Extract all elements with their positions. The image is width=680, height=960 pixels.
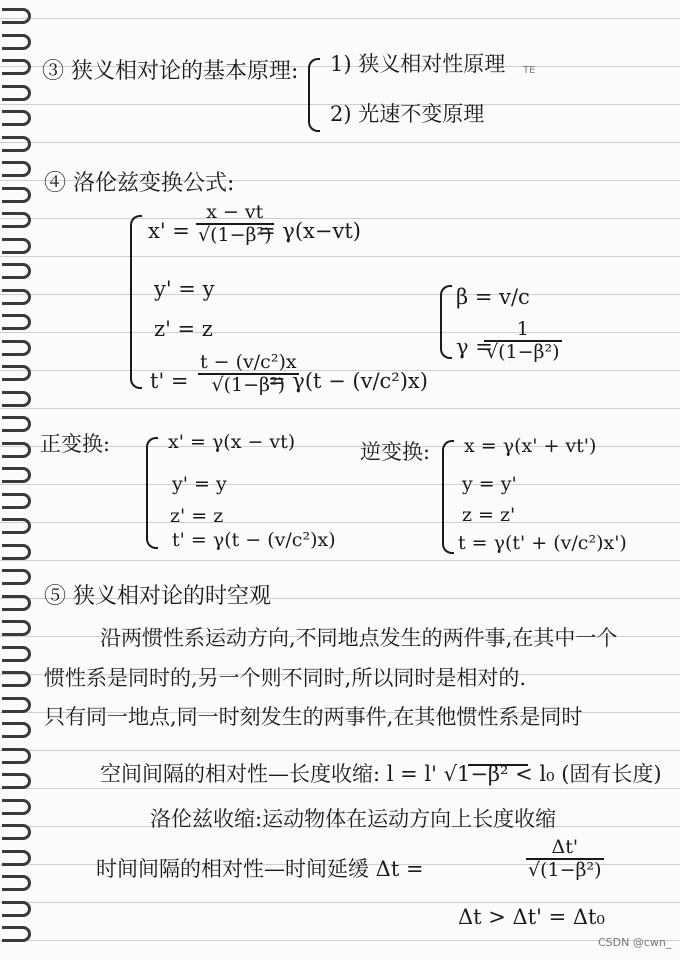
spiral-ring: [2, 467, 31, 483]
para-line-3: 只有同一地点,同一时刻发生的两事件,在其他惯性系是同时: [44, 705, 583, 729]
section-4-heading: ④ 洛伦兹变换公式:: [44, 171, 235, 196]
brace-icon: [308, 58, 320, 132]
gamma-denominator: √(1−β²): [486, 340, 560, 363]
eq-x-lhs: x' =: [148, 219, 190, 243]
spiral-ring: [2, 136, 31, 152]
spiral-ring: [2, 263, 31, 279]
spiral-ring: [2, 773, 31, 789]
brace-icon: [442, 440, 454, 554]
gamma-numerator: 1: [516, 318, 529, 340]
inverse-label: 逆变换:: [360, 440, 431, 464]
forward-line-1: x' = γ(x − vt): [168, 431, 296, 453]
forward-line-3: z' = z: [170, 505, 224, 527]
spiral-ring: [2, 875, 31, 891]
brace-icon: [130, 215, 142, 389]
eq-t-denominator: √(1−β²): [198, 373, 299, 396]
spiral-ring: [2, 595, 31, 611]
spiral-ring: [2, 314, 31, 330]
para-line-2: 惯性系是同时的,另一个则不同时,所以同时是相对的.: [44, 666, 527, 690]
lorentz-contraction: 洛伦兹收缩:运动物体在运动方向上长度收缩: [150, 807, 557, 831]
principle-2: 2) 光速不变原理: [330, 102, 485, 126]
inverse-line-3: z = z': [462, 504, 516, 526]
section-5-heading: ⑤ 狭义相对论的时空观: [44, 584, 271, 609]
para-line-1: 沿两惯性系运动方向,不同地点发生的两件事,在其中一个: [100, 626, 618, 650]
forward-line-4: t' = γ(t − (v/c²)x): [172, 529, 336, 551]
spiral-ring: [2, 671, 31, 687]
spiral-ring: [2, 110, 31, 126]
forward-label: 正变换:: [40, 432, 111, 456]
inverse-line-2: y = y': [462, 473, 517, 495]
spiral-ring: [2, 34, 31, 50]
spiral-ring: [2, 901, 31, 917]
gamma-fraction: [484, 320, 562, 363]
time-denominator: √(1−β²): [528, 858, 602, 881]
spiral-ring: [2, 697, 31, 713]
spiral-ring: [2, 748, 31, 764]
spiral-ring: [2, 442, 31, 458]
spiral-ring: [2, 238, 31, 254]
spiral-ring: [2, 161, 31, 177]
eq-x-denominator: √(1−β²): [198, 223, 272, 246]
beta-def: β = v/c: [456, 285, 530, 309]
eq-y: y' = y: [154, 277, 215, 301]
faint-mark: TE: [523, 65, 536, 76]
length-contraction: 空间间隔的相对性—长度收缩: l = l' √1−β² < l₀ (固有长度): [100, 762, 662, 786]
spiral-ring: [2, 620, 31, 636]
spiral-ring: [2, 850, 31, 866]
spiral-ring: [2, 365, 31, 381]
inverse-line-1: x = γ(x' + vt'): [464, 435, 597, 457]
spiral-ring: [2, 391, 31, 407]
eq-x-rhs: = γ(x−vt): [258, 219, 361, 243]
sqrt-bar: [468, 764, 528, 766]
eq-t-numerator: t − (v/c²)x: [200, 351, 297, 373]
spiral-ring: [2, 8, 31, 24]
spiral-ring: [2, 187, 31, 203]
forward-line-2: y' = y: [172, 473, 227, 495]
spiral-ring: [2, 59, 31, 75]
brace-icon: [146, 437, 158, 549]
spiral-ring: [2, 416, 31, 432]
brace-icon: [440, 285, 452, 359]
time-inequality: Δt > Δt' = Δt₀: [458, 905, 605, 929]
section-3-heading: ③ 狭义相对论的基本原理:: [42, 59, 299, 84]
spiral-ring: [2, 340, 31, 356]
spiral-ring: [2, 926, 31, 942]
eq-t-lhs: t' =: [150, 369, 189, 393]
principle-1: 1) 狭义相对性原理: [330, 52, 506, 76]
spiral-ring: [2, 85, 31, 101]
gamma-def-lhs: γ =: [456, 335, 493, 359]
time-dilation: 时间间隔的相对性—时间延缓 Δt =: [96, 857, 424, 881]
spiral-binding: [0, 0, 38, 960]
eq-x-numerator: x − vt: [206, 201, 264, 223]
spiral-ring: [2, 212, 31, 228]
eq-z: z' = z: [154, 317, 213, 341]
inverse-line-4: t = γ(t' + (v/c²)x'): [458, 532, 627, 554]
spiral-ring: [2, 722, 31, 738]
watermark: CSDN @cwn_: [598, 936, 672, 949]
eq-t-rhs: = γ(t − (v/c²)x): [268, 369, 428, 393]
spiral-ring: [2, 646, 31, 662]
spiral-ring: [2, 824, 31, 840]
spiral-ring: [2, 799, 31, 815]
spiral-ring: [2, 289, 31, 305]
spiral-ring: [2, 518, 31, 534]
time-dilation-fraction: [526, 838, 604, 881]
time-numerator: Δt': [551, 836, 579, 858]
spiral-ring: [2, 493, 31, 509]
spiral-ring: [2, 569, 31, 585]
spiral-ring: [2, 544, 31, 560]
